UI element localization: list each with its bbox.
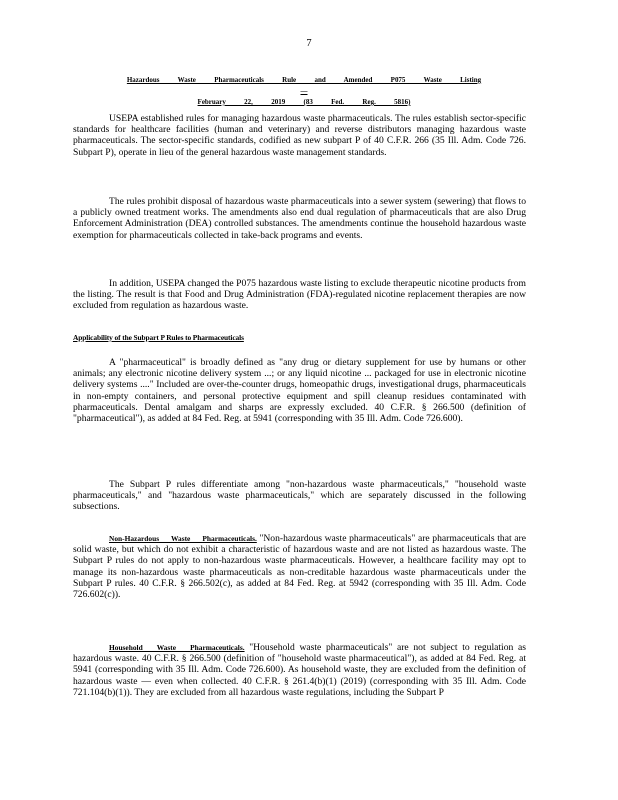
subheading-non-hazardous: Non-Hazardous Waste Pharmaceuticals. xyxy=(109,534,257,543)
household-text: "Household waste pharmaceuticals" are not subject to regulation as hazardous waste. 40 C.F.R. § 266.500 (definition of "household waste pharmaceutical"), as added at 84 Fed. Reg. at 5941 (corresponding with 35 Ill. Adm. Code 726.600). As household waste, they are excluded from the definition of hazardous waste — even when collected. 40 C.F.R. § 261.4(b)(1) (2019) (corresponding with 35 Ill. Adm. Code 721.104(b)(1)). They are excluded from all hazardous waste regulations, including the Subpart P xyxy=(73,642,526,698)
paragraph-rules-established: USEPA established rules for managing hazardous waste pharmaceuticals. The rules establish sector-specific standards for healthcare facilities (human and veterinary) and reverse distributors managing hazardous waste pharmaceuticals. The sector-specific standards, codified as new subpart P of 40 C.F.R. 266 (35 Ill. Adm. Code 726. Subpart P), operate in lieu of the general hazardous waste management standards. xyxy=(73,113,526,158)
section-heading-line-2: February 22, 2019 (83 Fed. Reg. 5816) xyxy=(197,97,411,106)
paragraph-pharmaceutical-definition: A "pharmaceutical" is broadly defined as "any drug or dietary supplement for use by humans or other animals; any electronic nicotine delivery system ...; or any liquid nicotine ... packaged for use in electronic nicotine delivery systems ...." Included are over-the-counter drugs, homeopathic drugs, investigational drugs, pharmaceuticals in non-empty containers, and personal protective equipment and spill cleanup residues contaminated with pharmaceuticals. Dental amalgam and sharps are expressly excluded. 40 C.F.R. § 266.500 (definition of "pharmaceutical"), as added at 84 Fed. Reg. at 5941 (corresponding with 35 Ill. Adm. Code 726.600). xyxy=(73,357,526,425)
paragraph-p075-change: In addition, USEPA changed the P075 hazardous waste listing to exclude therapeutic nicotine products from the listing. The result is that Food and Drug Administration (FDA)-regulated nicotine replacement therapies are now excluded from regulation as hazardous waste. xyxy=(73,278,526,312)
paragraph-non-hazardous xyxy=(73,533,526,600)
subheading-household: Household Waste Pharmaceuticals. xyxy=(109,643,245,652)
section-heading xyxy=(124,74,485,107)
paragraph-household xyxy=(73,642,526,698)
paragraph-rules-prohibit: The rules prohibit disposal of hazardous waste pharmaceuticals into a sewer system (sewering) that flows to a publicly owned treatment works. The amendments also end dual regulation of pharmaceuticals that are also Drug Enforcement Administration (DEA) controlled substances. The amendments continue the household hazardous waste exemption for pharmaceuticals collected in take-back programs and events. xyxy=(73,196,526,241)
page-number: 7 xyxy=(306,38,312,49)
paragraph-subpart-p-differentiate: The Subpart P rules differentiate among "non-hazardous waste pharmaceuticals," "household waste pharmaceuticals," and "hazardous waste pharmaceuticals," which are separately discussed in the following subsections. xyxy=(73,479,526,513)
section-heading-line-1: Hazardous Waste Pharmaceuticals Rule and Amended P075 Waste Listing — xyxy=(126,75,482,95)
non-hazardous-text: "Non-hazardous waste pharmaceuticals" are pharmaceuticals that are solid waste, but which do not exhibit a characteristic of hazardous waste and are not listed as hazardous waste. The Subpart P rules do not apply to non-hazardous waste pharmaceuticals. However, a healthcare facility may opt to manage its non-hazardous waste pharmaceuticals as non-creditable hazardous waste pharmaceuticals under the Subpart P rules. 40 C.F.R. § 266.502(c), as added at 84 Fed. Reg. at 5942 (corresponding with 35 Ill. Adm. Code 726.602(c)). xyxy=(73,533,526,601)
subheading-applicability: Applicability of the Subpart P Rules to Pharmaceuticals xyxy=(73,333,244,342)
